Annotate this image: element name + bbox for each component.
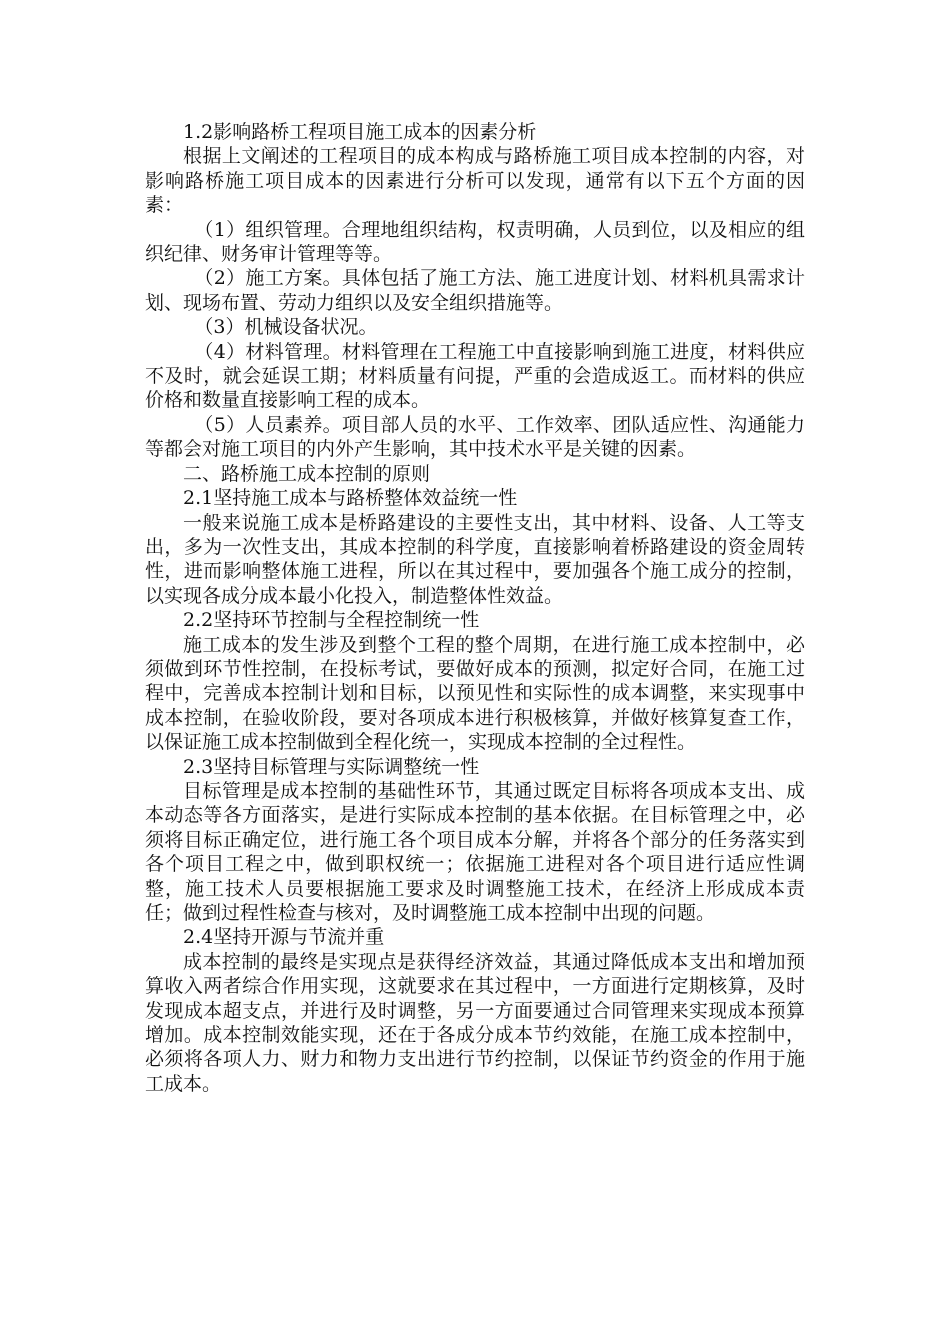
list-item-1: （1）组织管理。合理地组织结构，权责明确，人员到位，以及相应的组织纪律、财务审计管理等等。 xyxy=(145,218,805,266)
document-page xyxy=(145,120,805,1096)
section-heading-2-1: 2.1坚持施工成本与路桥整体效益统一性 xyxy=(183,487,518,510)
section-heading-2-4: 2.4坚持开源与节流并重 xyxy=(183,926,385,949)
list-item-3: （3）机械设备状况。 xyxy=(194,316,378,339)
section-heading-1-2: 1.2影响路桥工程项目施工成本的因素分析 xyxy=(183,121,537,143)
list-item-4: （4）材料管理。材料管理在工程施工中直接影响到施工进度，材料供应不及时，就会延误工期；材料质量有问提，严重的会造成返工。而材料的供应价格和数量直接影响工程的成本。 xyxy=(145,340,805,412)
list-item-5: （5）人员素养。项目部人员的水平、工作效率、团队适应性、沟通能力等都会对施工项目的内外产生影响，其中技术水平是关键的因素。 xyxy=(145,413,805,461)
chapter-heading-2: 二、路桥施工成本控制的原则 xyxy=(183,462,431,485)
paragraph-intro: 根据上文阐述的工程项目的成本构成与路桥施工项目成本控制的内容，对影响路桥施工项目成本的因素进行分析可以发现，通常有以下五个方面的因素： xyxy=(145,145,805,217)
paragraph-2-3: 目标管理是成本控制的基础性环节，其通过既定目标将各项成本支出、成本动态等各方面落实，是进行实际成本控制的基本依据。在目标管理之中，必须将目标正确定位，进行施工各个项目成本分解，并将各个部分的任务落实到各个项目工程之中，做到职权统一；依据施工进程对各个项目进行适应性调整，施工技术人员要根据施工要求及时调整施工技术，在经济上形成成本责任；做到过程性检查与核对，及时调整施工成本控制中出现的问题。 xyxy=(145,779,805,924)
section-heading-2-2: 2.2坚持环节控制与全程控制统一性 xyxy=(183,609,480,632)
section-heading-2-3: 2.3坚持目标管理与实际调整统一性 xyxy=(183,755,480,778)
paragraph-2-2: 施工成本的发生涉及到整个工程的整个周期，在进行施工成本控制中，必须做到环节性控制，在投标考试，要做好成本的预测，拟定好合同，在施工过程中，完善成本控制计划和目标，以预见性和实际性的成本调整，来实现事中成本控制，在验收阶段，要对各项成本进行积极核算，并做好核算复查工作，以保证施工成本控制做到全程化统一，实现成本控制的全过程性。 xyxy=(145,633,805,754)
paragraph-2-1: 一般来说施工成本是桥路建设的主要性支出，其中材料、设备、人工等支出，多为一次性支出，其成本控制的科学度，直接影响着桥路建设的资金周转性，进而影响整体施工进程，所以在其过程中，要加强各个施工成分的控制，以实现各成分成本最小化投入，制造整体性效益。 xyxy=(145,511,805,607)
list-item-2: （2）施工方案。具体包括了施工方法、施工进度计划、材料机具需求计划、现场布置、劳动力组织以及安全组织措施等。 xyxy=(145,267,805,314)
paragraph-2-4: 成本控制的最终是实现点是获得经济效益，其通过降低成本支出和增加预算收入两者综合作用实现，这就要求在其过程中，一方面进行定期核算，及时发现成本超支点，并进行及时调整，另一方面要通过合同管理来实现成本预算增加。成本控制效能实现，还在于各成分成本节约效能，在施工成本控制中，必须将各项人力、财力和物力支出进行节约控制，以保证节约资金的作用于施工成本。 xyxy=(145,950,805,1095)
